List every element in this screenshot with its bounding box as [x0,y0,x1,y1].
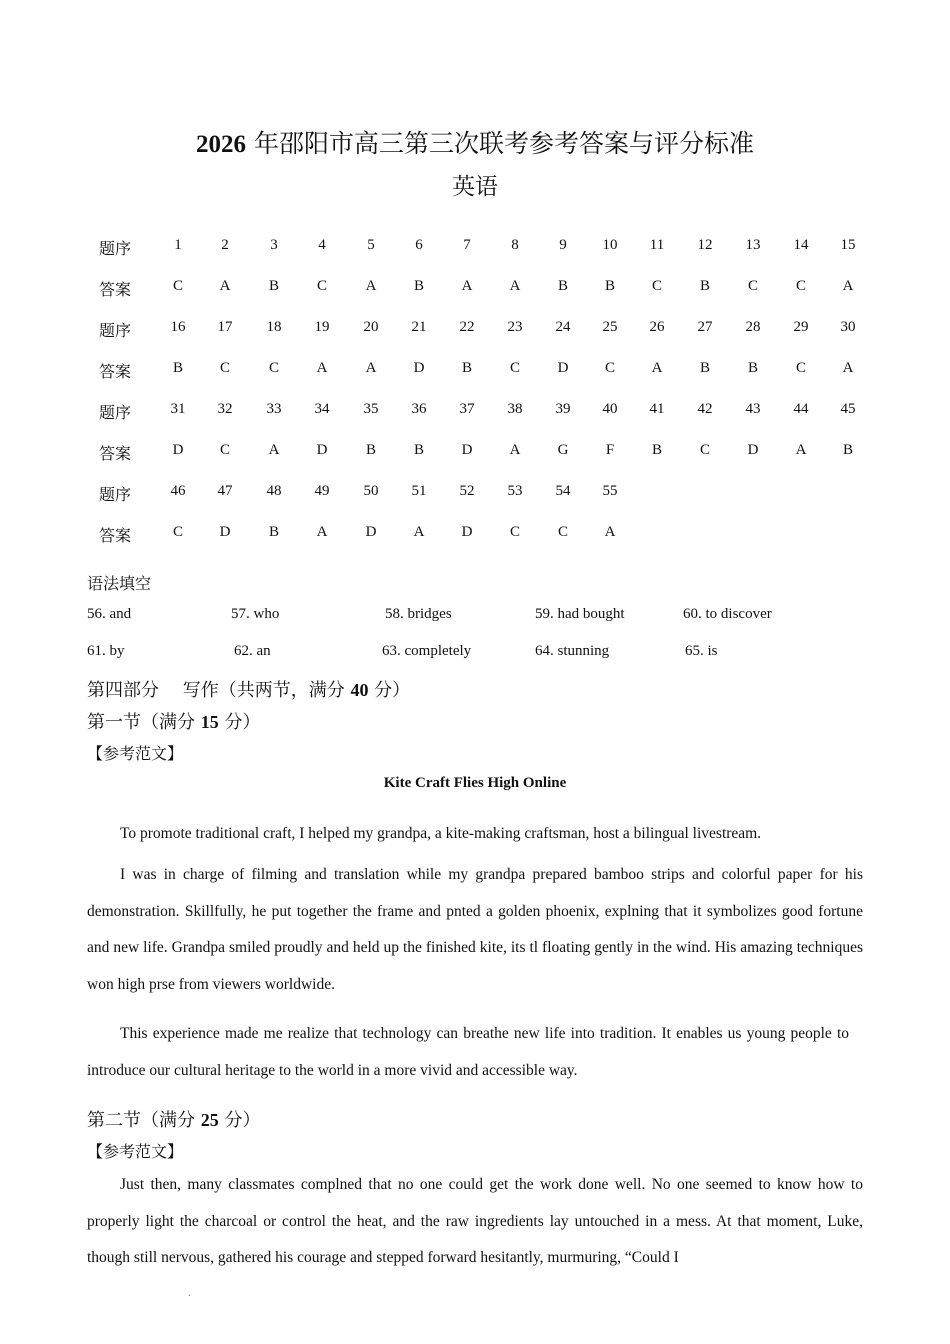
section2-ref-label: 【参考范文】 [87,1142,184,1161]
question-number: 31 [170,401,186,417]
question-number: 39 [555,401,571,417]
question-number: 4 [318,237,326,253]
grammar-answer: 57. who [231,606,280,622]
answer-letter: B [699,278,710,294]
question-number: 35 [363,401,379,417]
question-number: 2 [221,237,229,253]
section2-heading [87,1106,260,1132]
answer-letter: A [651,360,663,376]
answer-letter: F [605,442,615,458]
answer-letter: B [268,278,279,294]
row-label-answer: 答案 [99,444,132,463]
question-number: 8 [511,237,519,253]
question-number: 19 [314,319,330,335]
section2-heading-pre: 第二节（满分 [87,1110,201,1131]
answer-letter: D [365,524,377,540]
question-number: 37 [459,401,475,417]
grammar-answer: 65. is [685,643,718,659]
row-label-answer: 答案 [99,280,132,299]
answer-letter: A [365,278,377,294]
part4-score: 40 [350,680,369,700]
question-number: 20 [363,319,379,335]
answer-letter: C [699,442,710,458]
grammar-answer: 63. completely [382,643,472,659]
question-number: 55 [602,483,618,499]
question-number: 50 [363,483,379,499]
answer-letter: B [172,360,183,376]
question-number: 14 [793,237,809,253]
question-number: 51 [411,483,427,499]
grammar-answer: 56. and [87,606,132,622]
section2-heading-post: 分） [218,1110,261,1131]
question-number: 24 [555,319,571,335]
answer-letter: A [509,442,521,458]
question-number: 11 [649,237,665,253]
question-number: 25 [602,319,618,335]
row-label-question: 题序 [99,239,132,258]
answer-letter: B [365,442,376,458]
question-number: 42 [697,401,713,417]
question-number: 48 [266,483,282,499]
question-number: 13 [745,237,761,253]
row-label-question: 题序 [99,485,132,504]
answer-letter: C [795,278,806,294]
question-number: 12 [697,237,713,253]
grammar-heading: 语法填空 [87,574,152,593]
essay-title: Kite Craft Flies High Online [383,775,567,791]
question-number: 29 [793,319,809,335]
answer-letter: D [461,524,473,540]
answer-letter: B [651,442,662,458]
answer-letter: D [219,524,231,540]
answer-letter: D [557,360,569,376]
answer-letter: D [316,442,328,458]
row-label-answer: 答案 [99,526,132,545]
question-number: 33 [266,401,282,417]
question-number: 52 [459,483,475,499]
question-number: 47 [217,483,233,499]
question-number: 3 [270,237,278,253]
title-text: 年邵阳市高三第三次联考参考答案与评分标准 [246,129,754,158]
answer-letter: A [842,278,854,294]
section1-heading-post: 分） [218,712,261,733]
answer-letter: A [509,278,521,294]
question-number: 15 [840,237,856,253]
section1-heading [87,708,260,734]
part4-heading-post: 分） [368,680,411,701]
question-number: 10 [602,237,618,253]
question-number: 21 [411,319,427,335]
answer-letter: B [842,442,853,458]
question-number: 44 [793,401,809,417]
answer-letter: D [172,442,184,458]
question-number: 32 [217,401,233,417]
answer-letter: A [316,524,328,540]
answer-letter: C [268,360,279,376]
answer-letter: A [604,524,616,540]
answer-letter: C [557,524,568,540]
footer-dot: . [188,1288,191,1299]
question-number: 54 [555,483,571,499]
question-number: 40 [602,401,618,417]
answer-letter: B [747,360,758,376]
question-number: 6 [415,237,423,253]
question-number: 28 [745,319,761,335]
question-number: 26 [649,319,665,335]
question-number: 38 [507,401,523,417]
question-number: 5 [367,237,375,253]
section1-ref-label: 【参考范文】 [87,744,184,763]
page-title [0,124,950,160]
grammar-answer: 64. stunning [535,643,610,659]
question-number: 45 [840,401,856,417]
section2-score: 25 [200,1110,219,1130]
answer-letter: C [219,360,230,376]
answer-letter: C [795,360,806,376]
answer-letter: B [268,524,279,540]
answer-letter: C [509,524,520,540]
row-label-question: 题序 [99,321,132,340]
answer-letter: C [604,360,615,376]
answer-letter: B [413,442,424,458]
answer-letter: A [461,278,473,294]
title-year: 2026 [196,131,247,158]
answer-letter: A [842,360,854,376]
answer-letter: B [699,360,710,376]
essay-paragraph-3: This experience made me realize that technology can breathe new life into tradition. It enables us young people to introduce our cultural heritage to the world in a more vivid and accessible way. [87,1025,849,1079]
section1-heading-pre: 第一节（满分 [87,712,201,733]
question-number: 41 [649,401,665,417]
grammar-answer: 61. by [87,643,125,659]
part4-heading [87,676,410,702]
question-number: 7 [463,237,471,253]
answer-letter: B [604,278,615,294]
grammar-answer: 58. bridges [385,606,452,622]
row-label-answer: 答案 [99,362,132,381]
answer-letter: D [413,360,425,376]
section2-paragraph: Just then, many classmates complned that no one could get the work done well. No one seemed to know how to properly light the charcoal or control the heat, and the raw ingredients lay untouched in a mess. At that moment, Luke, though still nervous, gathered his courage and stepped forward hesitantly, murmuring, “Could I [87,1176,863,1266]
essay-paragraph-2: I was in charge of filming and translation while my grandpa prepared bamboo strips and colorful paper for his demonstration. Skillfully, he put together the frame and pnted a golden phoenix, explning that it symbolizes good fortune and new life. Grandpa smiled proudly and held up the finished kite, its tl floating gently in the wind. His amazing techniques won high prse from viewers worldwide. [87,866,863,993]
answer-letter: A [795,442,807,458]
question-number: 46 [170,483,186,499]
answer-letter: C [172,524,183,540]
answer-letter: C [651,278,662,294]
answer-letter: B [461,360,472,376]
question-number: 18 [266,319,282,335]
section1-score: 15 [200,712,219,732]
answer-letter: C [316,278,327,294]
question-number: 30 [840,319,856,335]
question-number: 17 [217,319,233,335]
answer-letter: A [268,442,280,458]
answer-letter: C [219,442,230,458]
answer-letter: A [219,278,231,294]
grammar-answer: 62. an [234,643,271,659]
answer-letter: C [509,360,520,376]
question-number: 43 [745,401,761,417]
answer-letter: B [557,278,568,294]
question-number: 1 [174,237,182,253]
question-number: 34 [314,401,330,417]
answer-letter: B [413,278,424,294]
question-number: 36 [411,401,427,417]
answer-letter: D [747,442,759,458]
answer-letter: A [316,360,328,376]
question-number: 27 [697,319,713,335]
question-number: 49 [314,483,330,499]
grammar-answer: 60. to discover [683,606,772,622]
question-number: 23 [507,319,523,335]
answer-letter: A [365,360,377,376]
essay-paragraph-1: To promote traditional craft, I helped my grandpa, a kite-making craftsman, host a bilingual livestream. [120,825,762,842]
answer-letter: C [747,278,758,294]
answer-letter: C [172,278,183,294]
part4-heading-pre: 第四部分 写作（共两节，满分 [87,680,351,701]
row-label-question: 题序 [99,403,132,422]
answer-letter: A [413,524,425,540]
page-subtitle: 英语 [452,174,498,200]
answer-letter: D [461,442,473,458]
question-number: 16 [170,319,186,335]
question-number: 53 [507,483,523,499]
question-number: 9 [559,237,567,253]
question-number: 22 [459,319,475,335]
grammar-answer: 59. had bought [535,606,625,622]
answer-letter: G [557,442,569,458]
